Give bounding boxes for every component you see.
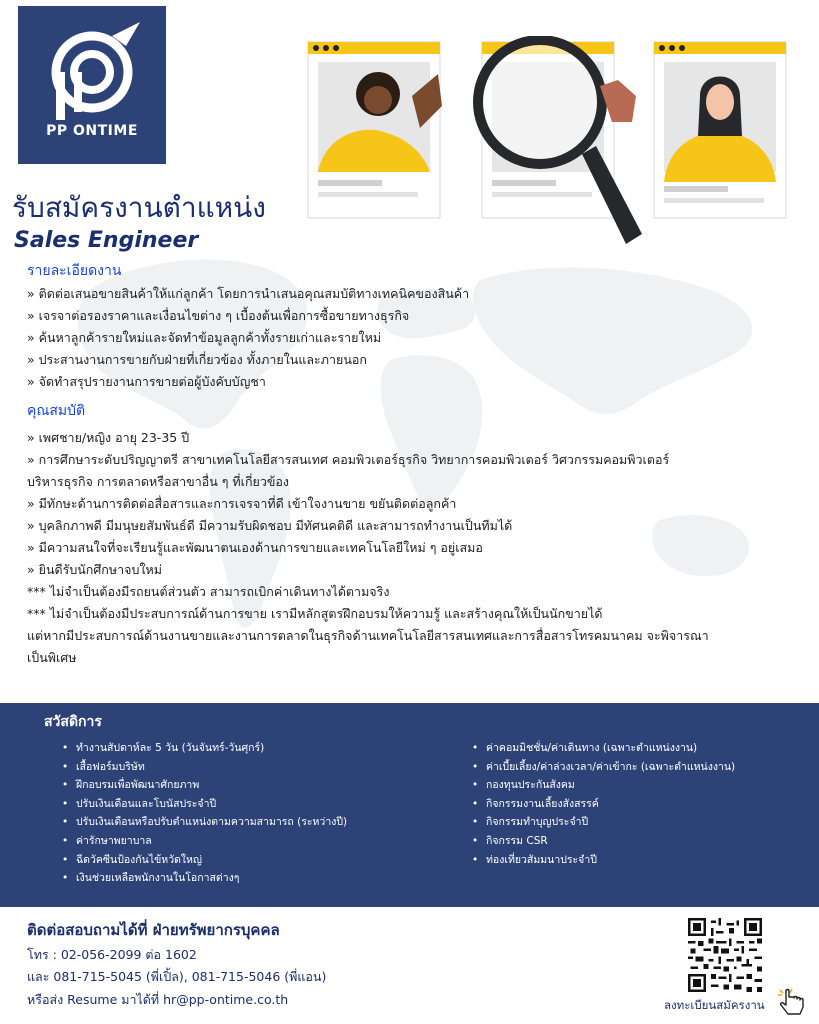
benefit-item: • กองทุนประกันสังคม <box>472 776 735 795</box>
benefit-item: • ค่าเบี้ยเลี้ยง/ค่าล่วงเวลา/ค่าเข้ากะ (เฉพาะตำแหน่งงาน) <box>472 758 735 777</box>
benefits-heading: สวัสดิการ <box>44 714 102 730</box>
benefit-item: • กิจกรรมงานเลี้ยงสังสรรค์ <box>472 795 735 814</box>
benefit-item: • ท่องเที่ยวสัมมนาประจำปี <box>472 851 735 870</box>
benefits-list-left <box>62 739 347 888</box>
benefit-item: • กิจกรรมทำบุญประจำปี <box>472 813 735 832</box>
pp-ontime-logo-mark <box>36 18 148 122</box>
benefit-item: • เสื้อฟอร์มบริษัท <box>62 758 347 777</box>
page-title-thai: รับสมัครงานตำแหน่ง <box>12 191 266 224</box>
candidate-card-left <box>308 42 442 218</box>
qualification-note: แต่หากมีประสบการณ์ด้านงานขายและงานการตลาดในธุรกิจด้านเทคโนโลยีสารสนเทศและการสื่อสารโทรคมนาคม จะพิจารณา <box>27 628 709 643</box>
qualifications-heading: คุณสมบัติ <box>27 403 86 419</box>
qualification-item: บริหารธุรกิจ การตลาดหรือสาขาอื่น ๆ ที่เกี่ยวข้อง <box>27 474 290 489</box>
qualification-item: » มีความสนใจที่จะเรียนรู้และพัฒนาตนเองด้านการขายและเทคโนโลยีใหม่ ๆ อยู่เสมอ <box>27 540 483 555</box>
recruitment-illustration <box>300 36 800 246</box>
qualification-note: *** ไม่จำเป็นต้องมีประสบการณ์ด้านการขาย เรามีหลักสูตรฝึกอบรมให้ความรู้ และสร้างคุณให้เป็นนักขายได้ <box>27 606 603 621</box>
register-link[interactable]: ลงทะเบียนสมัครงาน <box>664 998 765 1012</box>
candidate-card-right <box>654 42 786 218</box>
logo-text: PP ONTIME <box>46 123 138 139</box>
benefit-item: • ปรับเงินเดือนหรือปรับตำแหน่งตามความสามารถ (ระหว่างปี) <box>62 813 347 832</box>
qualification-item: » บุคลิกภาพดี มีมนุษยสัมพันธ์ดี มีความรับผิดชอบ มีทัศนคติดี และสามารถทำงานเป็นทีมได้ <box>27 518 513 533</box>
benefit-item: • ค่ารักษาพยาบาล <box>62 832 347 851</box>
contact-mobile[interactable]: และ 081-715-5045 (พี่เปิ้ล), 081-715-5046 (พี่แอน) <box>27 969 327 984</box>
job-detail-item: » จัดทำสรุปรายงานการขายต่อผู้บังคับบัญชา <box>27 374 266 389</box>
contact-email[interactable]: หรือส่ง Resume มาได้ที่ hr@pp-ontime.co.th <box>27 992 289 1007</box>
benefit-item: • ทำงานสัปดาห์ละ 5 วัน (วันจันทร์-วันศุกร์) <box>62 739 347 758</box>
job-details-heading: รายละเอียดงาน <box>27 263 122 279</box>
pointer-hand-icon <box>776 987 808 1019</box>
benefit-item: • ฝึกอบรมเพื่อพัฒนาศักยภาพ <box>62 776 347 795</box>
qualification-item: » ยินดีรับนักศึกษาจบใหม่ <box>27 562 162 577</box>
contact-phone[interactable]: โทร : 02-056-2099 ต่อ 1602 <box>27 947 197 962</box>
qualification-note: *** ไม่จำเป็นต้องมีรถยนต์ส่วนตัว สามารถเบิกค่าเดินทางได้ตามจริง <box>27 584 390 599</box>
benefit-item: • ปรับเงินเดือนและโบนัสประจำปี <box>62 795 347 814</box>
qualification-note: เป็นพิเศษ <box>27 650 77 665</box>
benefit-item: • เงินช่วยเหลือพนักงานในโอกาสต่างๆ <box>62 869 347 888</box>
job-detail-item: » ติดต่อเสนอขายสินค้าให้แก่ลูกค้า โดยการนำเสนอคุณสมบัติทางเทคนิคของสินค้า <box>27 286 470 301</box>
job-detail-item: » เจรจาต่อรองราคาและเงื่อนไขต่าง ๆ เบื้องต้นเพื่อการซื้อขายทางธุรกิจ <box>27 308 410 323</box>
job-detail-item: » ประสานงานการขายกับฝ่ายที่เกี่ยวข้อง ทั้งภายในและภายนอก <box>27 352 367 367</box>
qr-code-icon[interactable] <box>688 918 762 992</box>
benefit-item: • ค่าคอมมิชชั่น/ค่าเดินทาง (เฉพาะตำแหน่งงาน) <box>472 739 735 758</box>
company-logo <box>18 6 166 164</box>
qualification-item: » มีทักษะด้านการติดต่อสื่อสารและการเจรจาที่ดี เข้าใจงานขาย ขยันติดต่อลูกค้า <box>27 496 457 511</box>
job-position-title: Sales Engineer <box>14 228 199 253</box>
qualification-item: » เพศชาย/หญิง อายุ 23-35 ปี <box>27 430 190 445</box>
benefits-list-right <box>472 739 735 869</box>
qualification-item: » การศึกษาระดับปริญญาตรี สาขาเทคโนโลยีสารสนเทศ คอมพิวเตอร์ธุรกิจ วิทยาการคอมพิวเตอร์ วิศวกรรมคอมพิวเตอร์ <box>27 452 670 467</box>
contact-heading: ติดต่อสอบถามได้ที่ ฝ่ายทรัพยากรบุคคล <box>27 921 280 939</box>
benefit-item: • ฉีดวัคซีนป้องกันไข้หวัดใหญ่ <box>62 851 347 870</box>
benefit-item: • กิจกรรม CSR <box>472 832 735 851</box>
job-detail-item: » ค้นหาลูกค้ารายใหม่และจัดทำข้อมูลลูกค้าทั้งรายเก่าและรายใหม่ <box>27 330 382 345</box>
benefits-section <box>0 703 819 907</box>
